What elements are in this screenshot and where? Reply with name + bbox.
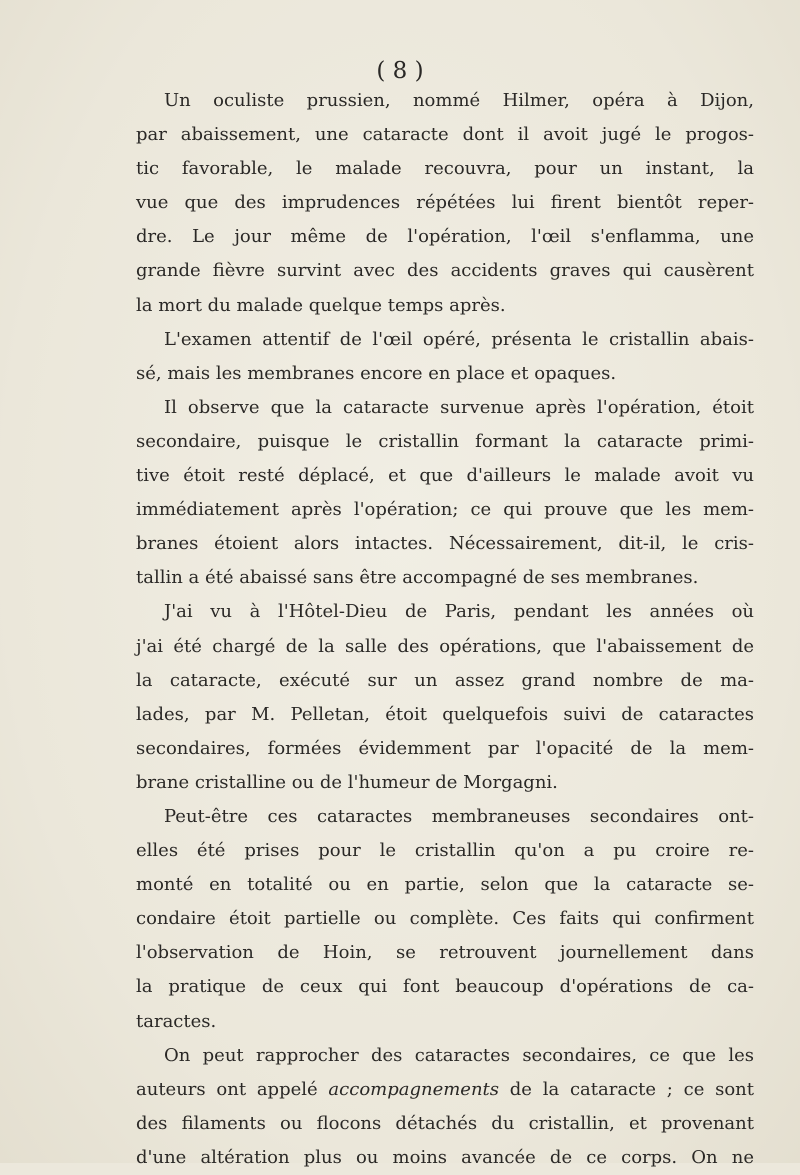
text-line-content: j'ai été chargé de la salle des opérations, que l'abaissement de bbox=[136, 635, 754, 657]
text-line bbox=[136, 323, 754, 357]
text-line bbox=[136, 493, 754, 527]
text-line-content: elles été prises pour le cristallin qu'on a pu croire re- bbox=[136, 840, 754, 862]
text-line bbox=[136, 834, 754, 868]
text-line-content: des filaments ou flocons détachés du cristallin, et provenant bbox=[136, 1112, 754, 1134]
text-line bbox=[136, 527, 754, 561]
text-line-content: secondaires, formées évidemment par l'opacité de la mem- bbox=[136, 737, 754, 759]
text-line bbox=[136, 391, 754, 425]
text-line-content: la mort du malade quelque temps après. bbox=[136, 294, 506, 316]
text-line bbox=[136, 800, 754, 834]
text-line bbox=[136, 698, 754, 732]
text-line bbox=[136, 561, 754, 595]
text-line bbox=[136, 1005, 754, 1039]
text-line-content: de la cataracte ; ce sont bbox=[499, 1078, 755, 1100]
text-line-content: Il observe que la cataracte survenue après l'opération, étoit bbox=[164, 396, 754, 418]
text-line bbox=[136, 595, 754, 629]
text-line-content: lades, par M. Pelletan, étoit quelquefois suivi de cataractes bbox=[136, 703, 754, 725]
text-line bbox=[136, 459, 754, 493]
text-line-content: la cataracte, exécuté sur un assez grand nombre de ma- bbox=[136, 669, 754, 691]
text-line-content: On peut rapprocher des cataractes secondaires, ce que les bbox=[164, 1044, 754, 1066]
text-line-content: tallin a été abaissé sans être accompagné de ses membranes. bbox=[136, 567, 699, 589]
text-line bbox=[136, 766, 754, 800]
text-line-content: auteurs ont appelé bbox=[136, 1078, 329, 1100]
text-line-content: condaire étoit partielle ou complète. Ces faits qui confirment bbox=[136, 908, 754, 930]
text-line bbox=[136, 289, 754, 323]
text-line bbox=[136, 868, 754, 902]
text-line bbox=[136, 118, 754, 152]
text-line bbox=[136, 970, 754, 1004]
text-line bbox=[136, 1141, 754, 1175]
text-line bbox=[136, 84, 754, 118]
text-line-content: vue que des imprudences répétées lui firent bientôt reper- bbox=[136, 192, 754, 214]
text-line-content: J'ai vu à l'Hôtel-Dieu de Paris, pendant les années où bbox=[164, 601, 754, 623]
text-line-content: tive étoit resté déplacé, et que d'ailleurs le malade avoit vu bbox=[136, 465, 754, 487]
text-line bbox=[136, 902, 754, 936]
text-line bbox=[136, 1107, 754, 1141]
text-line-content: Peut-être ces cataractes membraneuses secondaires ont- bbox=[164, 805, 754, 827]
text-line-content: l'observation de Hoin, se retrouvent journellement dans bbox=[136, 942, 754, 964]
text-line bbox=[136, 357, 754, 391]
text-line bbox=[136, 630, 754, 664]
text-line-content: taractes. bbox=[136, 1010, 217, 1032]
text-line-content: Un oculiste prussien, nommé Hilmer, opéra à Dijon, bbox=[164, 90, 754, 111]
text-line-content: monté en totalité ou en partie, selon que la cataracte se- bbox=[136, 874, 754, 896]
text-line-content: secondaire, puisque le cristallin formant la cataracte primi- bbox=[136, 430, 754, 452]
text-line bbox=[136, 425, 754, 459]
text-line-content: la pratique de ceux qui font beaucoup d'opérations de ca- bbox=[136, 976, 754, 998]
text-line-content: tic favorable, le malade recouvra, pour un instant, la bbox=[136, 158, 754, 180]
text-line-content: grande fièvre survint avec des accidents graves qui causèrent bbox=[136, 260, 754, 282]
text-line-content: branes étoient alors intactes. Nécessairement, dit-il, le cris- bbox=[136, 533, 754, 555]
text-line-content: par abaissement, une cataracte dont il avoit jugé le progos- bbox=[136, 124, 754, 146]
text-line bbox=[136, 186, 754, 220]
body-text bbox=[136, 84, 754, 1175]
italic-term: accompagnements bbox=[328, 1078, 500, 1100]
text-line-content: brane cristalline ou de l'humeur de Morgagni. bbox=[136, 771, 558, 793]
text-line bbox=[136, 1073, 754, 1107]
text-line-content: sé, mais les membranes encore en place et opaques. bbox=[136, 362, 617, 384]
text-line bbox=[136, 1039, 754, 1073]
text-line bbox=[136, 664, 754, 698]
text-line bbox=[136, 152, 754, 186]
text-line-content: dre. Le jour même de l'opération, l'œil s'enflamma, une bbox=[136, 226, 754, 248]
text-line bbox=[136, 220, 754, 254]
text-line bbox=[136, 936, 754, 970]
text-line-content: immédiatement après l'opération; ce qui prouve que les mem- bbox=[136, 499, 754, 521]
text-line bbox=[136, 732, 754, 766]
text-line-content: d'une altération plus ou moins avancée de ce corps. On ne bbox=[136, 1146, 754, 1168]
page-number: ( 8 ) bbox=[376, 58, 424, 84]
text-line bbox=[136, 254, 754, 288]
text-line-content: L'examen attentif de l'œil opéré, présenta le cristallin abais- bbox=[164, 328, 754, 350]
